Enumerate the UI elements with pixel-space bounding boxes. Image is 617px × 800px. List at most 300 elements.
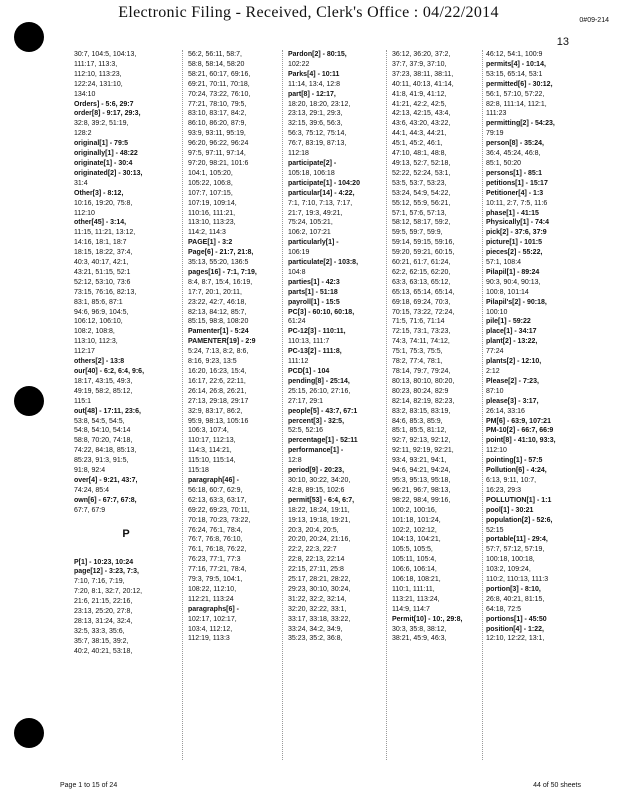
index-entry-continuation: 113:21, 113:24, [392,595,440,603]
index-entry: performance[1] - [288,447,344,455]
index-entry-continuation: 103:2, 109:24, [486,566,531,574]
index-entry-continuation: 114:2, 114:3 [188,229,226,237]
index-entry-continuation: 85:15, 98:8, 108:20 [188,318,249,326]
index-entry-continuation: 53:5, 53:7, 53:23, [392,179,447,187]
page-number: 13 [556,36,569,48]
index-entry-continuation: 128:2 [74,130,92,138]
index-entry-continuation: 32:9, 83:17, 86:2, [188,407,243,415]
index-entry-continuation: 105:18, 106:18 [288,169,335,177]
index-entry-continuation: 21:6, 21:15, 22:16, [74,598,133,606]
index-entry-continuation: 45:1, 45:2, 46:1, [392,140,443,148]
index-entry-continuation: 83:2, 83:15, 83:19, [392,407,451,415]
index-entry-continuation: 83:1, 85:6, 87:1 [74,298,123,306]
index-entry-continuation: 100:8, 101:14 [486,288,529,296]
index-entry-continuation: 64:18, 72:5 [486,605,522,613]
index-entry: permit[53] - 6:4, 6:7, [288,496,355,504]
index-entry: our[40] - 6:2, 6:4, 9:6, [74,368,145,375]
index-entry: own[6] - 67:7, 67:8, [74,496,137,504]
index-entry-continuation: 42:8, 89:15, 102:6 [288,486,345,494]
index-entry: PCD[1] - 104 [288,368,330,375]
index-entry-continuation: 16:23, 29:3 [486,486,522,494]
index-entry-continuation: 76:1, 76:18, 76:22, [188,546,247,554]
index-entry: portion[3] - 8:10, [486,585,541,593]
index-entry: out[48] - 17:11, 23:6, [74,407,141,415]
index-entry-continuation: 16:20, 16:23, 15:4, [188,368,247,375]
index-entry: originally[1] - 48:22 [74,150,138,158]
index-entry: Please[2] - 7:23, [486,377,539,385]
index-entry-continuation: 71:5, 71:6, 71:14 [392,318,445,326]
index-entry: Pamenter[1] - 5:24 [188,328,249,336]
index-entry: Physically[1] - 74:4 [486,219,550,227]
index-entry-continuation: 30:7, 104:5, 104:13, [74,51,137,58]
index-entry-continuation: 52:22, 52:24, 53:1, [392,169,451,177]
index-entry-continuation: 107:7, 107:15, [188,189,233,197]
index-entry-continuation: 67:7, 67:9 [74,506,106,514]
index-entry: percentage[1] - 52:11 [288,437,358,445]
index-entry: parts[1] - 51:18 [288,288,338,296]
index-entry: part[8] - 12:17, [288,90,336,98]
index-entry-continuation: 7:20, 8:1, 32:7, 20:12, [74,588,143,596]
index-entry-continuation: 32:5, 33:3, 35:6, [74,627,125,635]
index-entry-continuation: 54:8, 54:10, 54:14 [74,427,131,435]
index-entry: paragraphs[6] - [188,605,239,613]
index-entry-continuation: 57:1, 57:6, 57:13, [392,209,447,217]
index-entry-continuation: 100:2, 100:16, [392,506,437,514]
index-entry-continuation: 134:10 [74,90,96,98]
index-entry-continuation: 53:24, 54:9, 54:22, [392,189,451,197]
index-entry-continuation: 22:2, 22:3, 22:7 [288,546,337,554]
index-entry: portable[11] - 29:4, [486,536,548,544]
index-entry-continuation: 96:21, 96:7, 98:13, [392,486,451,494]
index-entry-continuation: 70:15, 73:22, 72:24, [392,308,455,316]
index-entry-continuation: 30:10, 30:22, 34:20, [288,476,351,484]
index-entry-continuation: 115:1 [74,397,91,405]
index-entry-continuation: 6:13, 9:11, 10:7, [486,476,537,484]
index-entry: PM[6] - 63:9, 107:21 [486,417,551,425]
index-entry: pool[1] - 30:21 [486,506,534,514]
index-entry: Page[6] - 21:7, 21:8, [188,249,254,257]
index-entry-continuation: 16:17, 22:6, 22:11, [188,377,246,385]
index-entry: Pilapil[1] - 89:24 [486,268,540,276]
index-entry: percent[3] - 32:5, [288,417,345,425]
index-entry: PC-13[2] - 111:8, [288,348,342,356]
index-entry: Other[3] - 8:12, [74,189,124,197]
index-entry-continuation: 80:23, 80:24, 82:9 [392,387,449,395]
index-entry-continuation: 8:4, 8:7, 15:4, 16:19, [188,278,253,286]
index-entry-continuation: 102:17, 102:17, [188,615,237,623]
index-entry-continuation: 106:12, 106:10, [74,318,123,326]
index-entry-continuation: 28:13, 31:24, 32:4, [74,617,133,625]
index-entry-continuation: 104:13, 104:21, [392,536,441,544]
index-entry: P[1] - 10:23, 10:24 [74,558,134,566]
index-entry-continuation: 37:7, 37:9, 37:10, [392,60,447,68]
index-entry-continuation: 122:24, 131:10, [74,80,123,88]
index-entry-continuation: 25:17, 28:21, 28:22, [288,576,351,584]
index-entry-continuation: 10:11, 2:7, 7:5, 11:6 [486,199,548,207]
index-entry: Petitioner[4] - 1:3 [486,189,544,197]
index-entry-continuation: 74:24, 85:4 [74,486,110,494]
index-entry-continuation: 36:4, 45:24, 46:8, [486,150,541,158]
index-entry-continuation: 8:16, 9:23, 13:5 [188,358,237,366]
index-entry-continuation: 77:16, 77:21, 78:4, [188,566,247,574]
index-entry-continuation: 33:24, 34:2, 34:9, [288,625,343,633]
index-entry: POLLUTION[1] - 1:1 [486,496,552,504]
index-entry-continuation: 101:18, 101:24, [392,516,441,524]
index-entry-continuation: 10:16, 19:20, 75:8, [74,199,133,207]
index-entry-continuation: 85:1, 50:20 [486,159,522,167]
index-entry-continuation: 61:24 [288,318,306,326]
word-index [60,50,598,760]
index-entry-continuation: 32:15, 39:6, 56:3, [288,120,343,128]
index-entry-continuation: 104:1, 105:20, [188,169,233,177]
index-entry-continuation: 111:17, 113:3, [74,60,118,68]
index-entry-continuation: 70:24, 73:22, 76:10, [188,90,251,98]
index-entry-continuation: 112:17 [74,348,95,356]
index-column-2 [188,50,292,760]
index-entry-continuation: 97:20, 98:21, 101:6 [188,159,249,167]
index-entry-continuation: 30:3, 35:8, 38:12, [392,625,447,633]
index-entry: PAGE[1] - 3:2 [188,239,233,247]
index-entry-continuation: 107:19, 109:14, [188,199,237,207]
index-entry: page[12] - 3:23, 7:3, [74,568,139,576]
index-entry-continuation: 41:21, 42:2, 42:5, [392,100,447,108]
index-entry-continuation: 106:3, 107:4, [188,427,229,435]
index-entry-continuation: 27:17, 29:1 [288,397,324,405]
index-entry-continuation: 31:4 [74,179,88,187]
column-divider [482,50,483,760]
index-entry-continuation: 78:14, 79:7, 79:24, [392,368,451,375]
index-entry-continuation: 93:4, 93:21, 94:1, [392,457,447,465]
index-entry-continuation: 49:19, 58:2, 85:12, [74,387,133,395]
index-entry: participate[2] - [288,159,337,167]
index-entry-continuation: 56:2, 56:11, 58:7, [188,51,242,58]
index-entry-continuation: 7:10, 7:16, 7:19, [74,578,125,586]
index-entry-continuation: 105:11, 105:4, [392,556,437,564]
index-entry: place[1] - 34:17 [486,328,537,336]
index-entry: Parks[4] - 10:11 [288,70,340,78]
index-entry: paragraph[46] - [188,476,239,484]
filing-stamp-header: Electronic Filing - Received, Clerk's Office : 04/22/2014 [118,4,499,21]
index-entry-continuation: 102:2, 102:12, [392,526,437,534]
index-entry-continuation: 27:13, 29:18, 29:17 [188,397,249,405]
index-entry: Permit[10] - 10:, 29:8, [392,615,463,623]
index-entry-continuation: 2:12 [486,368,500,375]
index-entry-continuation: 69:18, 69:24, 70:3, [392,298,451,306]
index-entry-continuation: 74:22, 84:18, 85:13, [74,447,137,455]
index-entry-continuation: 106:18, 108:21, [392,576,441,584]
index-entry-continuation: 38:21, 45:9, 46:3, [392,635,447,643]
index-entry-continuation: 7:1, 7:10, 7:13, 7:17, [288,199,353,207]
index-entry: originate[1] - 30:4 [74,159,133,167]
index-entry-continuation: 95:3, 95:13, 95:18, [392,476,451,484]
index-entry-continuation: 76:23, 77:1, 77:3 [188,556,241,564]
index-entry-continuation: 12:8 [288,457,302,465]
index-entry-continuation: 18:20, 18:20, 23:12, [288,100,351,108]
index-entry-continuation: 85:23, 91:3, 91:5, [74,457,129,465]
index-entry-continuation: 84:6, 85:3, 85:9, [392,417,443,425]
index-entry: pending[8] - 25:14, [288,377,350,385]
index-entry: pile[1] - 59:22 [486,318,531,326]
index-entry: Pilapil's[2] - 90:18, [486,298,547,306]
index-entry: period[9] - 20:23, [288,467,345,475]
index-entry-continuation: 60:21, 61:7, 61:24, [392,259,451,267]
index-entry-continuation: 53:15, 65:14, 53:1 [486,70,543,78]
index-entry: permits[4] - 10:14, [486,60,546,68]
index-entry-continuation: 110:2, 110:13, 111:3 [486,576,549,584]
index-entry-continuation: 14:16, 18:1, 18:7 [74,239,127,247]
index-entry-continuation: 19:13, 19:18, 19:21, [288,516,351,524]
index-entry-continuation: 96:20, 96:22, 96:24 [188,140,249,148]
index-entry: pointing[1] - 57:5 [486,457,543,465]
index-entry-continuation: 32:20, 32:22, 33:1, [288,605,347,613]
index-entry-continuation: 103:4, 112:12, [188,625,233,633]
index-entry-continuation: 114:9, 114:7 [392,605,430,613]
index-column-5 [486,50,590,760]
index-entry: particulate[2] - 103:8, [288,259,359,267]
index-entry-continuation: 33:17, 33:18, 33:22, [288,615,351,623]
index-entry-continuation: 11:14, 13:4, 12:8 [288,80,341,88]
index-entry-continuation: 69:21, 70:11, 70:18, [188,80,250,88]
index-entry-continuation: 111:23 [486,110,507,118]
index-entry-continuation: 57:1, 108:4 [486,259,522,267]
index-entry: particular[14] - 4:22, [288,189,355,197]
index-entry-continuation: 56:18, 60:7, 62:9, [188,486,243,494]
index-entry-continuation: 86:10, 86:20, 87:9, [188,120,247,128]
index-entry-continuation: 43:21, 51:15, 52:1 [74,268,131,276]
index-entry-continuation: 17:7, 20:1, 20:11, [188,288,242,296]
index-entry-continuation: 59:5, 59:7, 59:9, [392,229,443,237]
index-entry-continuation: 52:5, 52:16 [288,427,324,435]
index-entry-continuation: 98:22, 98:4, 99:16, [392,496,451,504]
index-entry-continuation: 72:15, 73:1, 73:23, [392,328,451,336]
index-entry-continuation: 74:3, 74:11, 74:12, [392,338,450,346]
index-entry-continuation: 22:8, 22:13, 22:14 [288,556,345,564]
index-entry-continuation: 105:5, 105:5, [392,546,433,554]
index-entry: permitting[2] - 54:23, [486,120,555,128]
index-entry: please[3] - 3:17, [486,397,539,405]
index-entry-continuation: 59:14, 59:15, 59:16, [392,239,455,247]
index-entry: phase[1] - 41:15 [486,209,539,217]
index-entry-continuation: 77:21, 78:10, 79:5, [188,100,247,108]
index-entry-continuation: 110:13, 111:7 [288,338,330,346]
index-entry-continuation: 18:22, 18:24, 19:11, [288,506,350,514]
index-entry: picture[1] - 101:5 [486,239,543,247]
index-entry-continuation: 5:24, 7:13, 8:2, 8:6, [188,348,249,356]
index-entry-continuation: 57:7, 57:12, 57:19, [486,546,545,554]
index-entry-continuation: 111:12 [288,358,309,366]
column-divider [182,50,183,760]
index-entry: Pardon[2] - 80:15, [288,51,347,58]
index-entry-continuation: 79:19 [486,130,504,138]
index-entry-continuation: 12:10, 12:22, 13:1, [486,635,545,643]
index-entry: Orders] - 5:6, 29:7 [74,100,134,108]
index-entry-continuation: 83:10, 83:17, 84:2, [188,110,247,118]
index-entry: others[2] - 13:8 [74,358,125,366]
index-entry-continuation: 80:13, 80:10, 80:20, [392,377,455,385]
index-entry-continuation: 58:21, 60:17, 69:16, [188,70,251,78]
index-entry-continuation: 56:1, 57:10, 57:22, [486,90,545,98]
index-entry-continuation: 78:2, 77:4, 78:1, [392,358,443,366]
sheet-count-footer: 44 of 50 sheets [533,782,581,789]
index-entry-continuation: 40:2, 40:21, 53:18, [74,647,133,655]
punch-hole-middle [14,386,44,416]
index-entry-continuation: 18:17, 43:15, 49:3, [74,377,133,385]
index-entry-continuation: 112:18 [288,150,309,158]
section-letter: P [122,527,130,540]
index-entry-continuation: 112:10 [74,209,95,217]
index-entry: petitions[1] - 15:17 [486,179,548,187]
index-entry-continuation: 94:6, 94:21, 94:24, [392,467,451,475]
punch-hole-bottom [14,718,44,748]
index-entry-continuation: 82:13, 84:12, 85:7, [188,308,247,316]
index-entry-continuation: 108:2, 108:8, [74,328,115,336]
index-entry: persons[1] - 85:1 [486,169,543,177]
index-entry-continuation: 37:23, 38:11, 38:11, [392,70,454,78]
index-entry: payroll[1] - 15:5 [288,298,340,306]
index-column-3 [288,50,392,760]
index-entry-continuation: 76:7, 76:8, 76:10, [188,536,243,544]
index-entry: order[8] - 9:17, 29:3, [74,110,141,118]
index-entry-continuation: 110:1, 111:11, [392,585,435,593]
index-entry-continuation: 69:22, 69:23, 70:11, [188,506,250,514]
index-entry: PC-12[3] - 110:11, [288,328,346,336]
index-entry-continuation: 32:8, 39:2, 51:19, [74,120,129,128]
index-entry-continuation: 58:8, 58:14, 58:20 [188,60,245,68]
index-entry-continuation: 70:18, 70:23, 73:22, [188,516,251,524]
index-entry-continuation: 112:10 [486,447,507,455]
index-entry-continuation: 97:5, 97:11, 97:14, [188,150,246,158]
index-entry: originated[2] - 30:13, [74,169,143,177]
index-entry: pick[2] - 37:6, 37:9 [486,229,547,237]
index-entry-continuation: 26:14, 26:8, 26:21, [188,387,247,395]
index-entry-continuation: 106:2, 107:21 [288,229,331,237]
index-entry: particularly[1] - [288,239,339,247]
index-entry-continuation: 59:20, 59:21, 60:15, [392,249,455,257]
index-entry-continuation: 76:7, 83:19, 87:13, [288,140,347,148]
index-entry-continuation: 31:22, 32:2, 32:14, [288,595,347,603]
index-entry: participate[1] - 104:20 [288,179,360,187]
index-entry-continuation: 91:8, 92:4 [74,467,106,475]
index-entry: permitted[6] - 30:12, [486,80,553,88]
index-entry-continuation: 115:18 [188,467,209,475]
index-entry: position[4] - 1:22, [486,625,544,633]
index-entry-continuation: 43:6, 43:20, 43:22, [392,120,451,128]
index-entry-continuation: 62:13, 63:3, 63:17, [188,496,247,504]
index-entry-continuation: 41:8, 41:9, 41:12, [392,90,447,98]
index-entry-continuation: 11:15, 11:21, 13:12, [74,229,136,237]
index-entry: population[2] - 52:6, [486,516,553,524]
index-entry-continuation: 108:22, 112:10, [188,585,237,593]
index-entry-continuation: 92:11, 92:19, 92:21, [392,447,454,455]
index-entry: person[8] - 35:24, [486,140,544,148]
document-id: 0#09-214 [579,17,609,24]
index-entry: original[1] - 79:5 [74,140,129,148]
index-entry: Pollution[6] - 4:24, [486,467,547,475]
index-entry-continuation: 58:12, 58:17, 59:2, [392,219,451,227]
index-entry-continuation: 106:19 [288,249,310,257]
index-entry-continuation: 44:1, 44:3, 44:21, [392,130,447,138]
index-entry-continuation: 113:10, 113:23, [188,219,236,227]
index-entry-continuation: 65:13, 65:14, 65:14, [392,288,455,296]
column-divider [386,50,387,760]
index-entry-continuation: 35:7, 38:15, 39:2, [74,637,129,645]
index-entry: pages[16] - 7:1, 7:19, [188,268,257,276]
index-entry-continuation: 105:22, 106:8, [188,179,233,187]
index-entry: over[4] - 9:21, 43:7, [74,476,138,484]
index-entry-continuation: 47:10, 48:1, 48:8, [392,150,447,158]
index-entry-continuation: 52:12, 53:10, 73:6 [74,278,131,286]
punch-hole-top [14,22,44,52]
index-entry-continuation: 76:24, 76:1, 78:4, [188,526,243,534]
index-entry-continuation: 75:1, 75:3, 75:5, [392,348,443,356]
index-entry-continuation: 110:16, 111:21, [188,209,236,217]
index-entry-continuation: 85:1, 85:5, 81:12, [392,427,447,435]
index-column-4 [392,50,496,760]
index-entry: other[45] - 3:14, [74,219,127,227]
index-entry-continuation: 100:18, 100:18, [486,556,535,564]
index-entry-continuation: 46:12, 54:1, 100:9 [486,51,543,58]
index-entry-continuation: 82:14, 82:19, 82:23, [392,397,455,405]
index-entry-continuation: 56:3, 75:12, 75:14, [288,130,347,138]
index-entry-continuation: 82:8, 111:14, 112:1, [486,100,547,108]
index-entry-continuation: 104:8 [288,268,306,276]
index-entry-continuation: 113:10, 112:3, [74,338,118,346]
index-entry-continuation: 20:3, 20:4, 20:5, [288,526,339,534]
index-entry-continuation: 49:13, 52:7, 52:18, [392,159,451,167]
index-entry-continuation: 90:3, 90:4, 90:13, [486,278,541,286]
index-entry: PAMENTER[19] - 2:9 [188,338,256,346]
index-entry: point[8] - 41:10, 93:3, [486,437,556,445]
index-entry-continuation: 93:9, 93:11, 95:19, [188,130,246,138]
index-entry-continuation: 114:3, 114:21, [188,447,232,455]
index-entry-continuation: 20:20, 20:24, 21:16, [288,536,351,544]
page-range-footer: Page 1 to 15 of 24 [60,782,118,789]
index-entry-continuation: 26:14, 33:16 [486,407,525,415]
index-entry-continuation: 75:24, 105:21, [288,219,333,227]
index-entry-continuation: 94:6, 96:9, 104:5, [74,308,129,316]
index-entry: pieces[2] - 55:22, [486,249,543,257]
column-divider [282,50,283,760]
index-entry-continuation: 77:24 [486,348,504,356]
index-entry: plants[2] - 12:10, [486,358,542,366]
index-entry-continuation: 52:15 [486,526,504,534]
index-entry-continuation: 112:19, 113:3 [188,635,230,643]
index-entry-continuation: 35:13, 55:20, 136:5 [188,259,249,267]
index-entry: plant[2] - 13:22, [486,338,538,346]
index-entry-continuation: 23:13, 25:20, 27:8, [74,608,133,616]
index-entry-continuation: 100:10 [486,308,508,316]
index-entry-continuation: 40:11, 40:13, 41:14, [392,80,454,88]
index-entry-continuation: 92:7, 92:13, 92:12, [392,437,451,445]
index-entry-continuation: 58:8, 70:20, 74:18, [74,437,133,445]
index-entry-continuation: 102:22 [288,60,310,68]
index-entry-continuation: 26:8, 40:21, 81:15, [486,595,545,603]
index-entry-continuation: 112:10, 113:23, [74,70,122,78]
index-entry-continuation: 42:13, 42:15, 43:4, [392,110,451,118]
index-entry-continuation: 25:15, 26:10, 27:16, [288,387,351,395]
index-entry: PC[3] - 60:10, 60:18, [288,308,355,316]
index-entry-continuation: 62:2, 62:15, 62:20, [392,268,451,276]
index-entry-continuation: 110:17, 112:13, [188,437,236,445]
index-entry-continuation: 29:23, 30:10, 30:24, [288,585,351,593]
index-entry-continuation: 40:3, 40:17, 42:1, [74,259,129,267]
index-entry-continuation: 22:15, 27:11, 25:8 [288,566,344,574]
index-entry-continuation: 35:23, 35:2, 36:8, [288,635,343,643]
index-entry-continuation: 63:3, 63:13, 65:12, [392,278,451,286]
index-entry: people[5] - 43:7, 67:1 [288,407,358,415]
index-entry-continuation: 55:12, 55:9, 56:21, [392,199,451,207]
index-entry-continuation: 106:6, 106:14, [392,566,437,574]
